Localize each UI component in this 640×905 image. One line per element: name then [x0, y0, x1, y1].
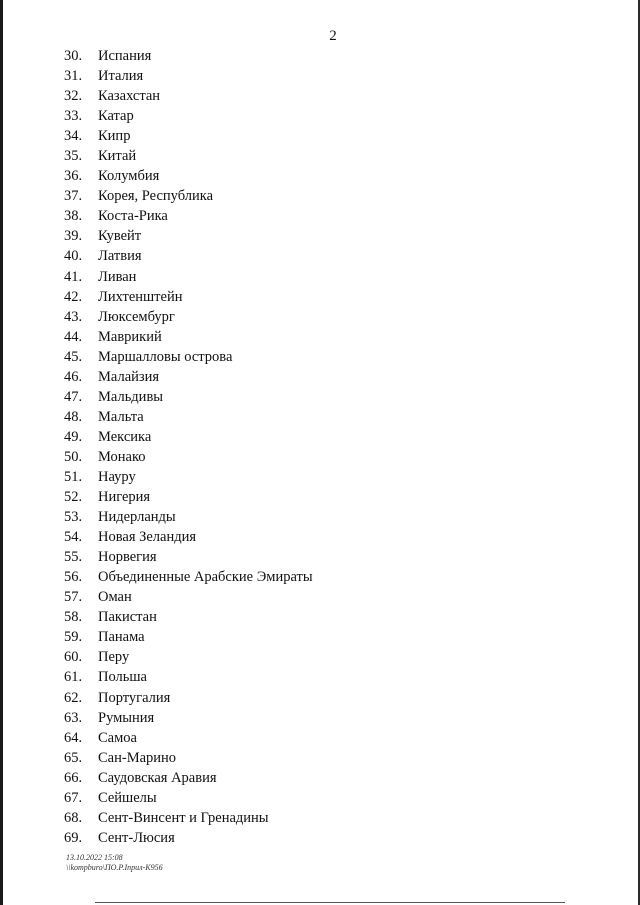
- list-item-number: 41.: [64, 268, 83, 285]
- list-item-country-name: Сент-Винсент и Гренадины: [98, 809, 269, 826]
- list-item: [64, 367, 313, 387]
- list-item-country-name: Казахстан: [98, 88, 161, 105]
- list-item-number: 32.: [64, 88, 83, 105]
- list-item-number: 31.: [64, 68, 83, 85]
- list-item: [64, 667, 313, 687]
- list-item-number: 37.: [64, 188, 83, 205]
- list-item: [64, 407, 313, 427]
- list-item: [64, 768, 313, 788]
- list-item-number: 62.: [64, 689, 83, 706]
- list-item-country-name: Ливан: [98, 268, 137, 285]
- list-item: [64, 206, 313, 226]
- list-item-number: 53.: [64, 509, 83, 526]
- list-item: [64, 186, 313, 206]
- list-item-country-name: Колумбия: [98, 168, 160, 185]
- list-item-number: 38.: [64, 208, 83, 225]
- list-item-number: 44.: [64, 328, 83, 345]
- list-item: [64, 46, 313, 66]
- list-item-country-name: Мальдивы: [98, 388, 164, 405]
- list-item-country-name: Кипр: [98, 128, 131, 145]
- list-item-number: 64.: [64, 729, 83, 746]
- list-item-number: 51.: [64, 468, 83, 485]
- list-item-country-name: Монако: [98, 448, 146, 465]
- footer-timestamp: 13.10.2022 15:08: [66, 853, 123, 862]
- list-item-number: 47.: [64, 388, 83, 405]
- list-item-country-name: Объединенные Арабские Эмираты: [98, 569, 313, 586]
- list-item-number: 30.: [64, 48, 83, 64]
- list-item-number: 33.: [64, 108, 83, 125]
- list-item-country-name: Италия: [98, 68, 144, 85]
- list-item: [64, 828, 313, 848]
- list-item: [64, 547, 313, 567]
- list-item-number: 66.: [64, 769, 83, 786]
- list-item-country-name: Сан-Марино: [98, 749, 177, 766]
- list-item-country-name: Самоа: [98, 729, 137, 746]
- list-item-country-name: Румыния: [98, 709, 155, 726]
- list-item-number: 45.: [64, 348, 83, 365]
- list-item-country-name: Саудовская Аравия: [98, 769, 217, 786]
- list-item-number: 55.: [64, 549, 83, 566]
- list-item-country-name: Малайзия: [98, 368, 160, 385]
- list-item-number: 34.: [64, 128, 83, 145]
- list-item: [64, 387, 313, 407]
- list-item: [64, 647, 313, 667]
- list-item: [64, 728, 313, 748]
- list-item: [64, 527, 313, 547]
- list-item-country-name: Кувейт: [98, 228, 142, 245]
- list-item-country-name: Сент-Люсия: [98, 829, 175, 846]
- list-item-number: 43.: [64, 308, 83, 325]
- list-item: [64, 246, 313, 266]
- list-item: [64, 347, 313, 367]
- list-item: [64, 287, 313, 307]
- list-item: [64, 507, 313, 527]
- list-item-country-name: Маврикий: [98, 328, 162, 345]
- document-footer: [66, 853, 163, 873]
- list-item-country-name: Китай: [98, 148, 137, 165]
- list-item-country-name: Португалия: [98, 689, 171, 706]
- list-item-number: 46.: [64, 368, 83, 385]
- list-item-country-name: Нидерланды: [98, 509, 176, 526]
- list-item: [64, 267, 313, 287]
- list-item-number: 69.: [64, 829, 83, 846]
- list-item-number: 35.: [64, 148, 83, 165]
- list-item: [64, 106, 313, 126]
- list-item-country-name: Мексика: [98, 428, 152, 445]
- list-item: [64, 66, 313, 86]
- list-item-number: 60.: [64, 649, 83, 666]
- list-item-country-name: Маршалловы острова: [98, 348, 233, 365]
- list-item: [64, 688, 313, 708]
- list-item-number: 56.: [64, 569, 83, 586]
- list-item-number: 50.: [64, 448, 83, 465]
- list-item-country-name: Корея, Республика: [98, 188, 214, 205]
- list-item: [64, 467, 313, 487]
- list-item: [64, 487, 313, 507]
- scan-edge-bottom: [95, 902, 565, 903]
- list-item-number: 40.: [64, 248, 83, 265]
- list-item-number: 39.: [64, 228, 83, 245]
- list-item: [64, 567, 313, 587]
- list-item-country-name: Пакистан: [98, 609, 157, 626]
- list-item-number: 52.: [64, 489, 83, 506]
- list-item-country-name: Перу: [98, 649, 130, 666]
- list-item: [64, 447, 313, 467]
- list-item: [64, 126, 313, 146]
- list-item: [64, 327, 313, 347]
- list-item-country-name: Новая Зеландия: [98, 529, 197, 546]
- list-item-country-name: Науру: [98, 468, 136, 485]
- list-item-country-name: Испания: [98, 48, 152, 64]
- list-item-country-name: Латвия: [98, 248, 142, 265]
- list-item-country-name: Катар: [98, 108, 134, 125]
- list-item-country-name: Сейшелы: [98, 789, 157, 806]
- list-item: [64, 86, 313, 106]
- list-item: [64, 708, 313, 728]
- list-item: [64, 748, 313, 768]
- list-item-country-name: Нигерия: [98, 489, 151, 506]
- list-item-country-name: Лихтенштейн: [98, 288, 183, 305]
- page-number: 2: [329, 28, 337, 44]
- list-item-country-name: Коста-Рика: [98, 208, 168, 225]
- list-item: [64, 607, 313, 627]
- list-item: [64, 226, 313, 246]
- country-list: [64, 46, 313, 848]
- list-item: [64, 427, 313, 447]
- list-item-country-name: Панама: [98, 629, 145, 646]
- list-item-number: 57.: [64, 589, 83, 606]
- list-item-number: 58.: [64, 609, 83, 626]
- list-item-country-name: Польша: [98, 669, 147, 686]
- list-item-country-name: Мальта: [98, 408, 144, 425]
- list-item-number: 42.: [64, 288, 83, 305]
- list-item-number: 65.: [64, 749, 83, 766]
- list-item: [64, 146, 313, 166]
- scan-edge-left: [0, 0, 3, 905]
- list-item-country-name: Норвегия: [98, 549, 157, 566]
- list-item-number: 68.: [64, 809, 83, 826]
- list-item-number: 36.: [64, 168, 83, 185]
- list-item: [64, 166, 313, 186]
- list-item: [64, 808, 313, 828]
- list-item-number: 63.: [64, 709, 83, 726]
- list-item-country-name: Оман: [98, 589, 132, 606]
- list-item-number: 48.: [64, 408, 83, 425]
- list-item: [64, 788, 313, 808]
- list-item-number: 61.: [64, 669, 83, 686]
- list-item: [64, 307, 313, 327]
- list-item-number: 54.: [64, 529, 83, 546]
- list-item: [64, 587, 313, 607]
- list-item-number: 59.: [64, 629, 83, 646]
- list-item-country-name: Люксембург: [98, 308, 175, 325]
- list-item-number: 49.: [64, 428, 83, 445]
- list-item-number: 67.: [64, 789, 83, 806]
- footer-file-path: \\kompburo\ПО.Р.Іприл-К956: [66, 863, 163, 872]
- list-item: [64, 627, 313, 647]
